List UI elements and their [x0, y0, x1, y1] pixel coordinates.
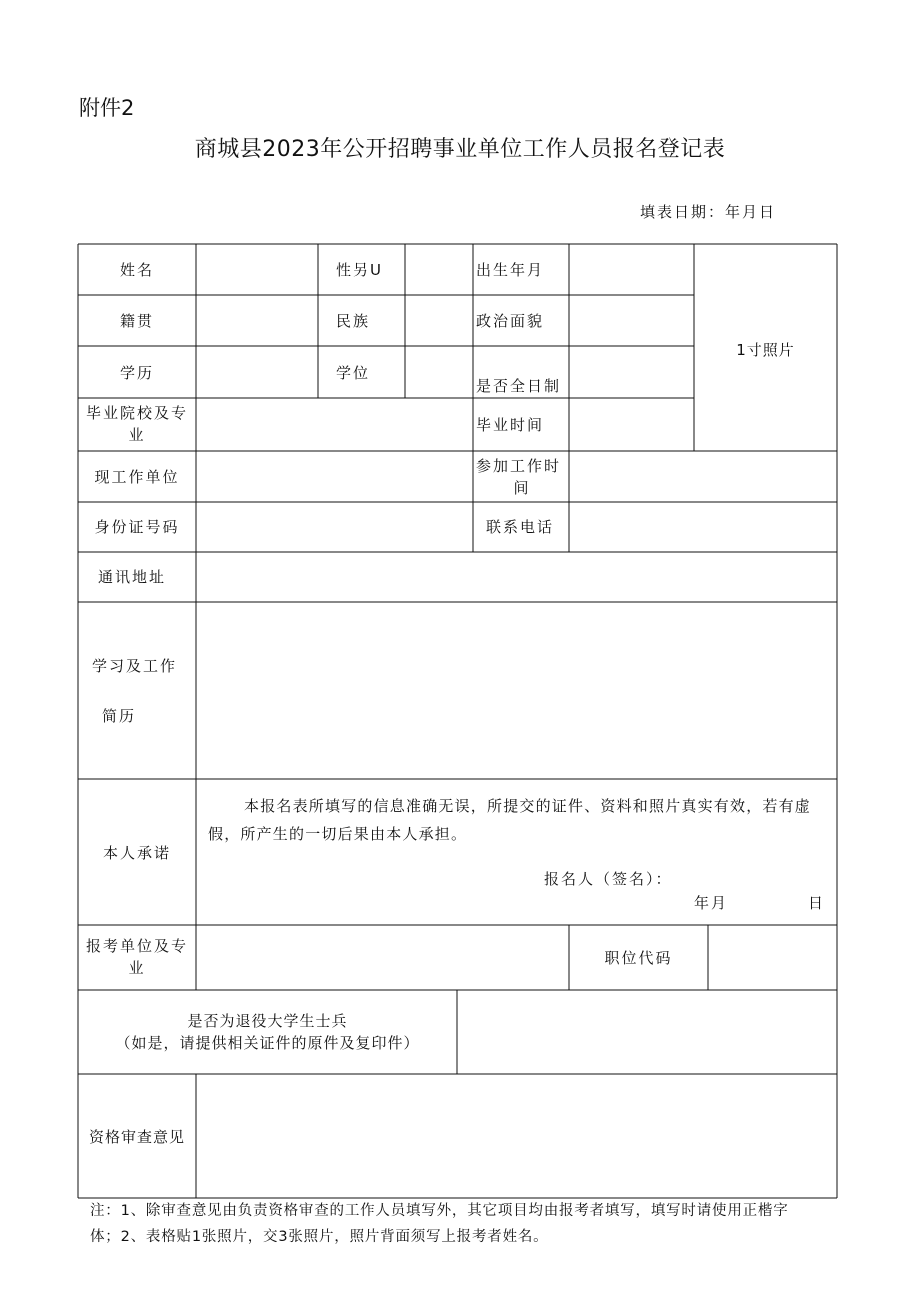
label-address: 通讯地址	[98, 568, 167, 586]
photo-placeholder: 1寸照片	[736, 341, 795, 359]
label-apply-line1: 报考单位及专	[85, 937, 188, 955]
label-apply	[78, 935, 196, 979]
label-birth: 出生年月	[476, 261, 545, 279]
label-post-code: 职位代码	[604, 949, 673, 967]
label-native: 籍贯	[119, 312, 154, 330]
fill-date: 填表日期：年月日	[640, 203, 777, 221]
label-gender: 性另U	[336, 261, 383, 279]
label-work-start	[476, 455, 568, 499]
label-name: 姓名	[119, 261, 154, 279]
label-apply-line2: 业	[128, 959, 146, 977]
label-school-line2: 业	[128, 426, 146, 444]
label-resume-line2: 简历	[102, 707, 137, 725]
label-resume-line1: 学习及工作	[92, 657, 178, 675]
footnote: 注：1、除审查意见由负责资格审查的工作人员填写外，其它项目均由报考者填写，填写时请使用正楷字体；2、表格贴1张照片，交3张照片，照片背面须写上报考者姓名。	[90, 1203, 789, 1245]
attachment-label: 附件2	[79, 96, 135, 120]
signature-day: 日	[808, 894, 826, 912]
label-grad-time: 毕业时间	[476, 416, 545, 434]
label-pledge: 本人承诺	[102, 844, 171, 862]
label-work-start-line1: 参加工作时	[476, 457, 562, 475]
signature-label: 报名人（签名）：	[544, 870, 673, 888]
label-veteran	[78, 1010, 457, 1054]
label-ethnic: 民族	[336, 312, 371, 330]
label-veteran-line2: （如是，请提供相关证件的原件及复印件）	[115, 1034, 420, 1052]
label-fulltime: 是否全日制	[476, 377, 562, 395]
label-education: 学历	[119, 364, 154, 382]
label-work-start-line2: 间	[513, 479, 531, 497]
signature-year-month: 年月	[694, 894, 729, 912]
pledge-text: 本报名表所填写的信息准确无误，所提交的证件、资料和照片真实有效，若有虚假，所产生的一切后果由本人承担。	[208, 797, 812, 843]
label-review: 资格审查意见	[88, 1128, 185, 1146]
label-degree: 学位	[336, 364, 371, 382]
label-id-number: 身份证号码	[94, 518, 180, 536]
label-political: 政治面貌	[476, 312, 545, 330]
label-veteran-line1: 是否为退役大学生士兵	[187, 1012, 348, 1030]
label-work-unit: 现工作单位	[94, 468, 180, 486]
label-phone: 联系电话	[486, 518, 555, 536]
page-title: 商城县2023年公开招聘事业单位工作人员报名登记表	[194, 137, 726, 162]
label-school-line1: 毕业院校及专	[85, 404, 188, 422]
label-school	[78, 402, 196, 446]
